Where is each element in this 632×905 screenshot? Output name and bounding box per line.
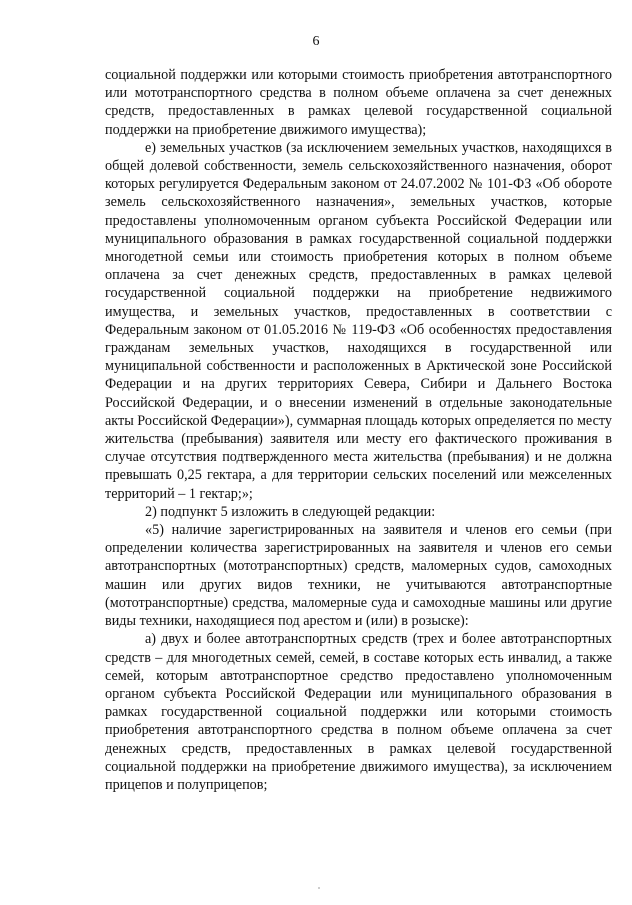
paragraph-item-e-land-plots: е) земельных участков (за исключением земельных участков, находящихся в общей долевой собственности, земель сельскохозяйственного назначения, оборот которых регулируется Федеральным законом от 24.07.2002 № 101-ФЗ «Об обороте земель сельскохозяйственного назначения», земельных участков, которые предоставлены уполномоченным органом субъекта Российской Федерации или муниципального образования в рамках государственной социальной поддержки многодетной семьи или стоимость приобретения которых в полном объеме оплачена за счет денежных средств, предоставленных в рамках целевой государственной социальной поддержки на приобретение недвижимого имущества, и земельных участков, предоставленных в соответствии с Федеральным законом от 01.05.2016 № 119-ФЗ «Об особенностях предоставления гражданам земельных участков, находящихся в государственной или муниципальной собственности и расположенных в Арктической зоне Российской Федерации и на других территориях Севера, Сибири и Дальнего Востока Российской Федерации, и о внесении изменений в отдельные законодательные акты Российской Федерации»), суммарная площадь которых определяется по месту жительства (пребывания) заявителя или месту его фактического проживания в случае отсутствия подтвержденного места жительства (пребывания) и не должна превышать 0,25 гектара, а для территории сельских поселений или межселенных территорий – 1 гектар;»; bbox=[105, 139, 612, 502]
paragraph-continuation: социальной поддержки или которыми стоимость приобретения автотранспортного или мототранспортного средства в полном объеме оплачена за счет денежных средств, предоставленных в рамках целевой государственной социальной поддержки на приобретение движимого имущества); bbox=[105, 67, 612, 138]
page-number: 6 bbox=[312, 34, 320, 49]
paragraph-item-a-vehicles: а) двух и более автотранспортных средств (трех и более автотранспортных средств – для многодетных семей, семей, в составе которых есть инвалид, а также семей, которым автотранспортное средство предоставлено уполномоченным органом субъекта Российской Федерации или муниципального образования в рамках государственной социальной поддержки или которыми стоимость приобретения автотранспортного средства в полном объеме оплачена за счет денежных средств, предоставленных в рамках целевой государственной социальной поддержки на приобретение движимого имущества), за исключением прицепов и полуприцепов; bbox=[105, 631, 612, 793]
paragraph-subpoint-2: 2) подпункт 5 изложить в следующей редакции: bbox=[145, 503, 436, 520]
document-body bbox=[105, 66, 612, 794]
scan-speck bbox=[318, 887, 320, 889]
paragraph-subpoint-5: «5) наличие зарегистрированных на заявителя и членов его семьи (при определении количества зарегистрированных на заявителя и членов его семьи автотранспортных (мототранспортных) средств, маломерных судов, самоходных машин или других видов техники, не учитываются автотранспортные (мототранспортные) средства, маломерные суда и самоходные машины или другие виды техники, находящиеся под арестом и (или) в розыске): bbox=[105, 522, 612, 630]
